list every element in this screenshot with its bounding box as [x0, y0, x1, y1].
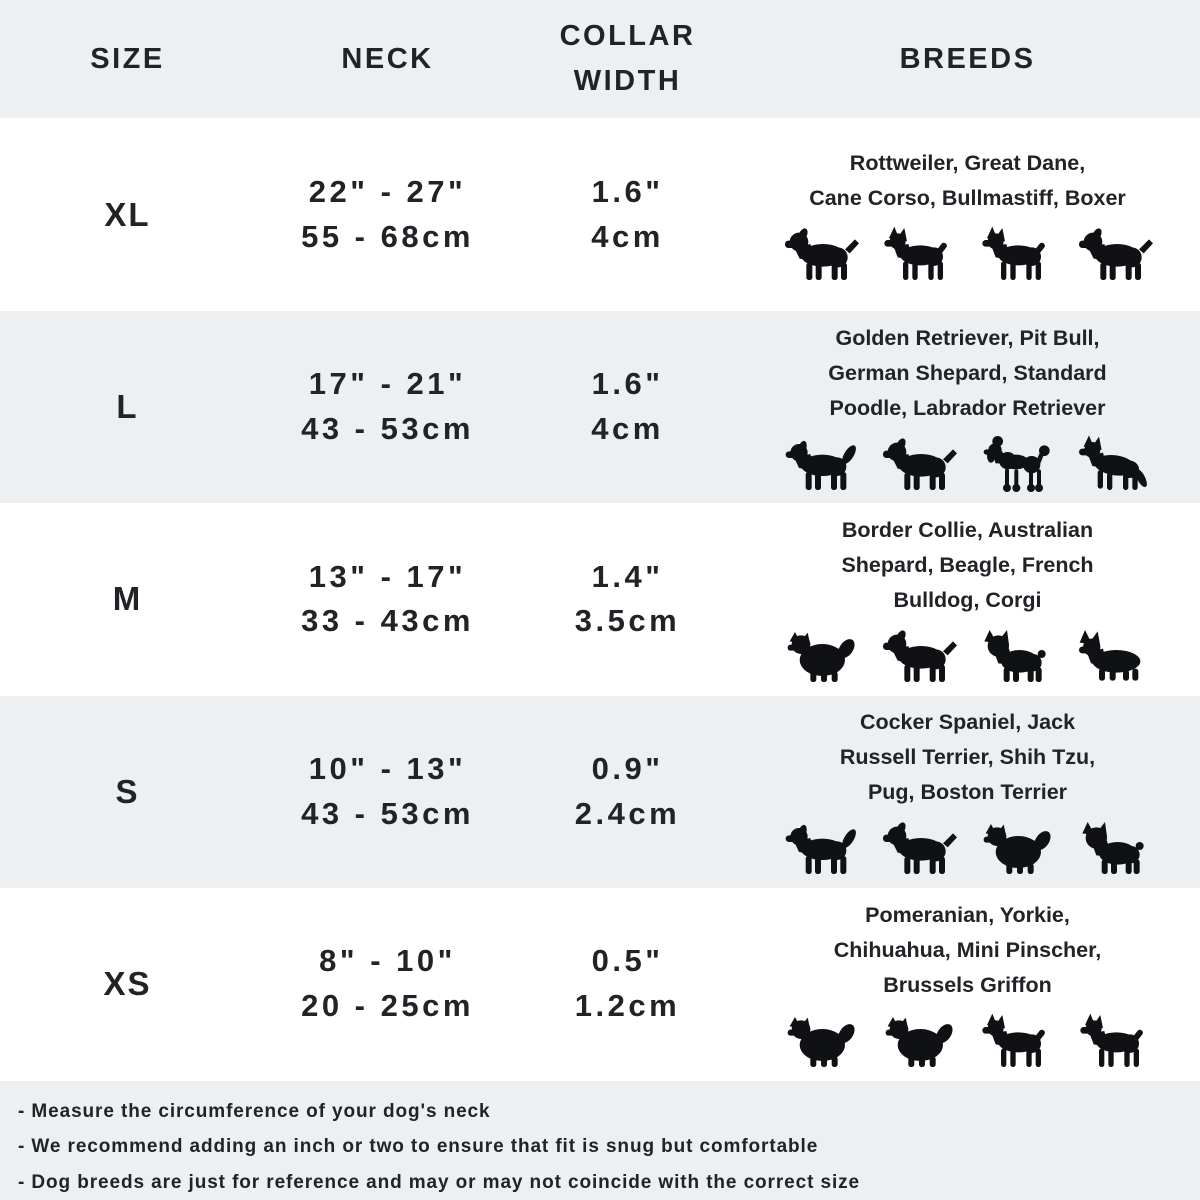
collar-width-cm: 2.4cm [574, 795, 681, 831]
breeds-line: Bulldog, Corgi [893, 587, 1042, 612]
pug-icon [1073, 818, 1157, 878]
cocker-spaniel-icon [779, 818, 863, 878]
note-reference: - Dog breeds are just for reference and may or may not coincide with the correct size [18, 1171, 860, 1193]
table-row-xs [0, 888, 1200, 1080]
breeds-cell [735, 888, 1200, 1080]
breeds-line: Border Collie, Australian [841, 517, 1094, 542]
neck-range [255, 170, 520, 260]
header-size: SIZE [90, 42, 165, 75]
table-row-xl [0, 118, 1200, 310]
collar-width-cm: 3.5cm [574, 603, 681, 639]
collar-width [520, 555, 735, 645]
french-bulldog-icon [975, 626, 1059, 686]
breeds-cell [735, 503, 1200, 695]
header-neck: NECK [341, 42, 434, 75]
breeds-cell [735, 311, 1200, 503]
breeds-text [809, 146, 1126, 216]
neck-range [255, 747, 520, 837]
size-label: M [112, 580, 143, 618]
collar-width-in: 1.6" [591, 173, 664, 209]
jack-russell-icon [877, 818, 961, 878]
breeds-cell [735, 118, 1200, 310]
size-label: XS [103, 965, 152, 1003]
poodle-icon [975, 434, 1059, 494]
collar-width [520, 939, 735, 1029]
neck-range-cm: 33 - 43cm [301, 603, 474, 639]
breeds-line: Russell Terrier, Shih Tzu, [839, 745, 1096, 770]
dog-icons-row [779, 626, 1157, 686]
corgi-icon [1073, 626, 1157, 686]
footnotes [0, 1081, 1200, 1200]
table-row-s [0, 696, 1200, 888]
neck-range-cm: 43 - 53cm [301, 795, 474, 831]
rottweiler-icon [779, 224, 863, 284]
collar-width-cm: 1.2cm [574, 988, 681, 1024]
breeds-cell [735, 696, 1200, 888]
chihuahua-icon [975, 1011, 1059, 1071]
breeds-line: Pomeranian, Yorkie, [865, 902, 1070, 927]
table-header-row [0, 0, 1200, 118]
dog-icons-row [779, 224, 1157, 284]
collar-width-in: 1.4" [591, 558, 664, 594]
neck-range-cm: 20 - 25cm [301, 988, 474, 1024]
collar-width-in: 0.5" [591, 943, 664, 979]
breeds-text [841, 513, 1093, 618]
australian-shepherd-icon [779, 626, 863, 686]
neck-range-in: 13" - 17" [308, 558, 467, 594]
size-label: XL [104, 195, 151, 233]
size-label: S [115, 772, 140, 810]
german-shepherd-icon [1073, 434, 1157, 494]
collar-width-cm: 4cm [591, 218, 664, 254]
breeds-text [834, 898, 1102, 1003]
neck-range [255, 939, 520, 1029]
neck-range-in: 8" - 10" [319, 943, 456, 979]
pomeranian-icon [779, 1011, 863, 1071]
dog-icons-row [779, 818, 1157, 878]
neck-range [255, 555, 520, 645]
neck-range-cm: 55 - 68cm [301, 218, 474, 254]
size-label: L [116, 388, 139, 426]
great-dane-icon [877, 224, 961, 284]
yorkie-icon [877, 1011, 961, 1071]
table-row-m [0, 503, 1200, 695]
note-recommend: - We recommend adding an inch or two to ensure that fit is snug but comfortable [18, 1136, 819, 1158]
labrador-icon [877, 434, 961, 494]
breeds-line: Chihuahua, Mini Pinscher, [833, 937, 1102, 962]
collar-width-cm: 4cm [591, 411, 664, 447]
header-breeds: BREEDS [899, 42, 1036, 75]
collar-width [520, 747, 735, 837]
shih-tzu-icon [975, 818, 1059, 878]
neck-range [255, 362, 520, 452]
min-pin-icon [1073, 1011, 1157, 1071]
breeds-line: German Shepard, Standard [828, 360, 1107, 385]
neck-range-in: 10" - 13" [308, 750, 467, 786]
dog-icons-row [779, 434, 1157, 494]
neck-range-in: 22" - 27" [308, 173, 467, 209]
collar-width-in: 1.6" [591, 366, 664, 402]
breeds-line: Cane Corso, Bullmastiff, Boxer [809, 185, 1126, 210]
neck-range-cm: 43 - 53cm [301, 411, 474, 447]
breeds-line: Cocker Spaniel, Jack [859, 710, 1076, 735]
golden-retriever-icon [779, 434, 863, 494]
breeds-line: Shepard, Beagle, French [841, 552, 1094, 577]
breeds-line: Brussels Griffon [883, 972, 1052, 997]
breeds-line: Pug, Boston Terrier [867, 780, 1068, 805]
collar-width-in: 0.9" [591, 750, 664, 786]
note-measure: - Measure the circumference of your dog's neck [18, 1100, 491, 1122]
collar-width [520, 170, 735, 260]
breeds-line: Poodle, Labrador Retriever [829, 395, 1106, 420]
bullmastiff-icon [1073, 224, 1157, 284]
neck-range-in: 17" - 21" [308, 366, 467, 402]
cane-corso-icon [975, 224, 1059, 284]
breeds-text [828, 321, 1106, 426]
table-row-l [0, 311, 1200, 503]
breeds-line: Rottweiler, Great Dane, [849, 150, 1086, 175]
collar-width [520, 362, 735, 452]
dog-icons-row [779, 1011, 1157, 1071]
breeds-text [840, 705, 1095, 810]
breeds-line: Golden Retriever, Pit Bull, [835, 325, 1100, 350]
beagle-icon [877, 626, 961, 686]
header-collar-width: COLLAR WIDTH [559, 20, 696, 98]
